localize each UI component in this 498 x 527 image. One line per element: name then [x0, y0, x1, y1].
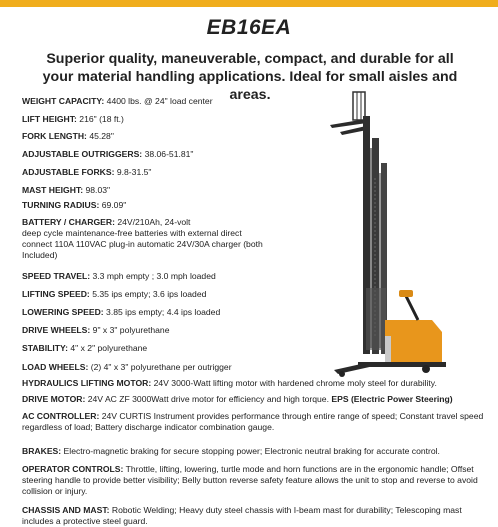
spec-battery-charger: BATTERY / CHARGER: 24V/210Ah, 24-volt [22, 217, 191, 227]
spec-chassis-and-mast: CHASSIS AND MAST: Robotic Welding; Heavy duty steel chassis with I-beam mast for durability; Telescoping mast includes a protective steel guard. [22, 505, 462, 526]
mast-guard [366, 288, 386, 350]
drive-wheel [422, 365, 430, 373]
spec-fork-length: FORK LENGTH: 45.28" [22, 131, 114, 141]
spec-mast-height: MAST HEIGHT: 98.03" [22, 185, 111, 195]
tiller-handle [406, 296, 418, 320]
spec-drive-wheels: DRIVE WHEELS: 9" x 3" polyurethane [22, 325, 170, 335]
spec-hydraulics-lifting-motor: HYDRAULICS LIFTING MOTOR: 24V 3000-Watt lifting motor with hardened chrome moly steel for durability. [22, 378, 437, 388]
load-backrest [353, 92, 365, 120]
spec-load-wheels: LOAD WHEELS: (2) 4" x 3" polyurethane per outrigger [22, 362, 232, 372]
spec-lift-height: LIFT HEIGHT: 216" (18 ft.) [22, 114, 124, 124]
spec-adjustable-outriggers: ADJUSTABLE OUTRIGGERS: 38.06-51.81" [22, 149, 194, 159]
handle-head [399, 290, 413, 297]
spec-ac-controller: AC CONTROLLER: 24V CURTIS Instrument provides performance through entire range of speed; Constant travel speed regardless of load; Battery discharge indicator combination gauge. [22, 411, 484, 432]
top-accent-bar [0, 0, 498, 7]
load-wheel [339, 371, 345, 377]
battery-detail: deep cycle maintenance-free batteries with external direct connect 110A 110VAC plug-in automatic 24V/30A charger (both Included) [22, 228, 263, 260]
page-title: EB16EA [206, 16, 292, 39]
spec-lowering-speed: LOWERING SPEED: 3.85 ips empty; 4.4 ips loaded [22, 307, 221, 317]
spec-operator-controls: OPERATOR CONTROLS: Throttle, lifting, lowering, turtle mode and horn functions are in the ergonomic handle; Offset steering handle to provide better visibility; Belly button reverse safety feature allows the unit to stop and reverse to avoid collision or injury. [22, 464, 478, 496]
forklift-image [330, 88, 490, 388]
spec-speed-travel: SPEED TRAVEL: 3.3 mph empty ; 3.0 mph loaded [22, 271, 216, 281]
spec-lifting-speed: LIFTING SPEED: 5.35 ips empty; 3.6 ips loaded [22, 289, 207, 299]
machine-body [385, 320, 442, 364]
fork [330, 119, 367, 128]
spec-brakes: BRAKES: Electro-magnetic braking for secure stopping power; Electronic neutral braking for accurate control. [22, 446, 440, 456]
spec-adjustable-forks: ADJUSTABLE FORKS: 9.8-31.5" [22, 167, 152, 177]
spec-weight-capacity: WEIGHT CAPACITY: 4400 lbs. @ 24" load center [22, 96, 213, 106]
spec-drive-motor: DRIVE MOTOR: 24V AC ZF 3000Watt drive motor for efficiency and high torque. EPS (Electric Power Steering) [22, 394, 453, 404]
page-subtitle: Superior quality, maneuverable, compact, and durable for all your material handling applications. Ideal for small aisles and areas. [42, 51, 458, 103]
body-label [385, 336, 391, 362]
spec-stability: STABILITY: 4" x 2" polyurethane [22, 343, 148, 353]
fork [340, 126, 367, 135]
spec-turning-radius: TURNING RADIUS: 69.09" [22, 200, 127, 210]
